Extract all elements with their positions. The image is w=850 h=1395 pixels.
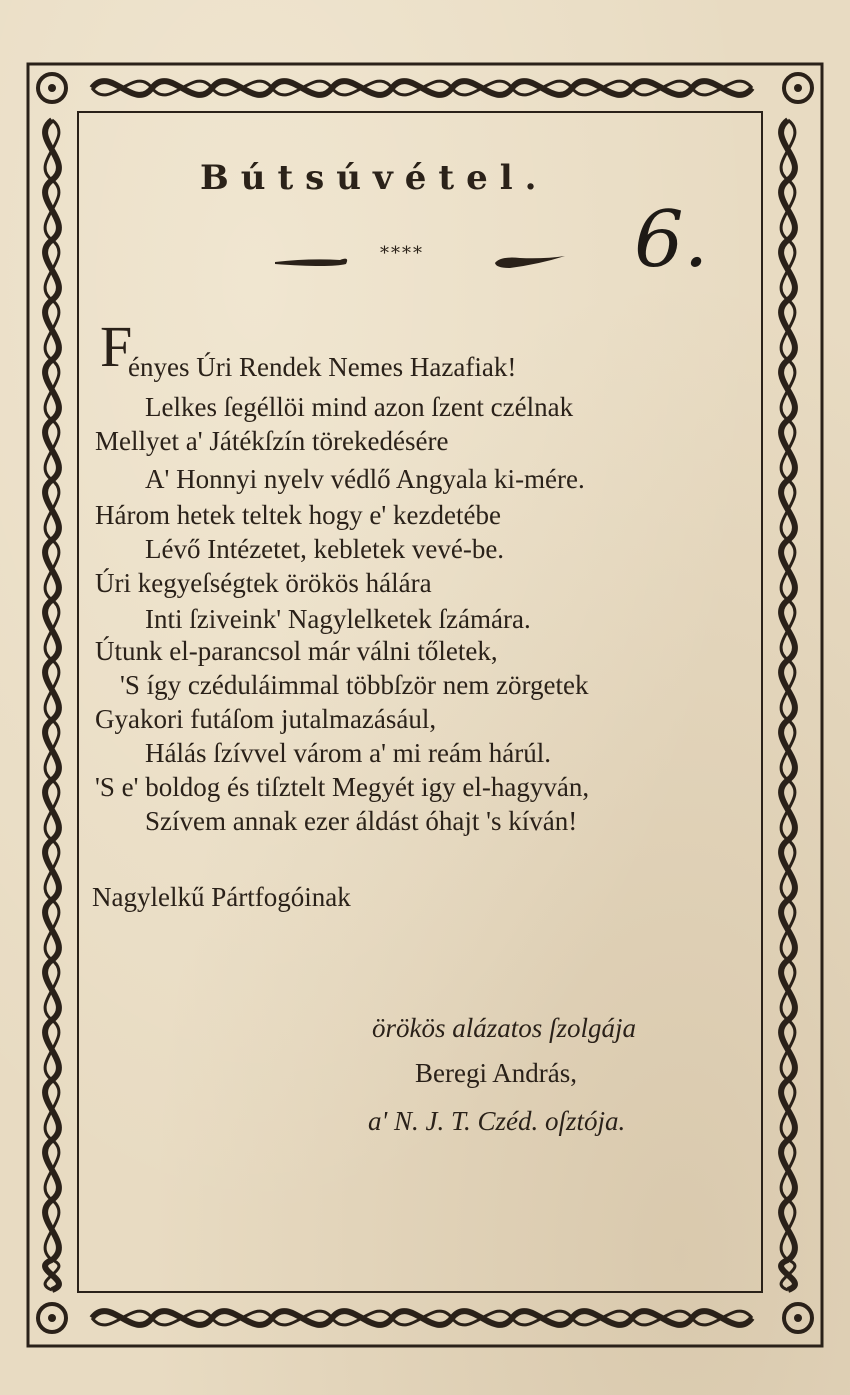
left-flourish-icon bbox=[275, 259, 347, 266]
poem-line: Lelkes ſegéllöi mind azon ſzent czélnak bbox=[145, 392, 574, 422]
poem-line: Úri kegyeſségtek örökös hálára bbox=[95, 568, 432, 598]
poem-line: Szívem annak ezer áldást óhajt 's kíván! bbox=[145, 806, 578, 836]
ornament-stars: **** bbox=[380, 243, 424, 264]
poem-line: Inti ſziveink' Nagylelketek ſzámára. bbox=[145, 604, 531, 634]
page-title: Bútsúvétel. bbox=[200, 158, 549, 198]
poem-line: 'S így czéduláimmal többſzör nem zörgetek bbox=[120, 670, 589, 700]
poem-line: Gyakori futáſom jutalmazásául, bbox=[95, 704, 437, 734]
poem-line: Mellyet a' Játékſzín törekedésére bbox=[95, 426, 449, 456]
right-flourish-icon bbox=[495, 256, 565, 268]
signature-name: Beregi András, bbox=[415, 1058, 577, 1088]
corner-flourish-icon bbox=[794, 84, 802, 92]
poem-line: Három hetek teltek hogy e' kezdetébe bbox=[95, 500, 501, 530]
poem-line: 'S e' boldog és tiſztelt Megyét igy el-hagyván, bbox=[95, 772, 590, 802]
signature-role: a' N. J. T. Czéd. oſztója. bbox=[368, 1106, 626, 1136]
poem-line: Útunk el-parancsol már válni tőletek, bbox=[95, 636, 498, 666]
poem-line: A' Honnyi nyelv védlő Angyala ki-mére. bbox=[145, 464, 585, 494]
corner-flourish-icon bbox=[794, 1314, 802, 1322]
corner-flourish-icon bbox=[48, 84, 56, 92]
handwritten-page-number: 6. bbox=[634, 195, 709, 285]
signature-line-servant: örökös alázatos ſzolgája bbox=[372, 1013, 637, 1043]
poem-line: Hálás ſzívvel várom a' mi reám hárúl. bbox=[145, 738, 551, 768]
corner-flourish-icon bbox=[48, 1314, 56, 1322]
closing-salutation: Nagylelkű Pártfogóinak bbox=[92, 882, 351, 912]
drop-cap: F bbox=[100, 314, 133, 379]
poem-line: ényes Úri Rendek Nemes Hazafiak! bbox=[128, 352, 517, 382]
poem-line: Lévő Intézetet, kebletek vevé-be. bbox=[145, 534, 505, 564]
